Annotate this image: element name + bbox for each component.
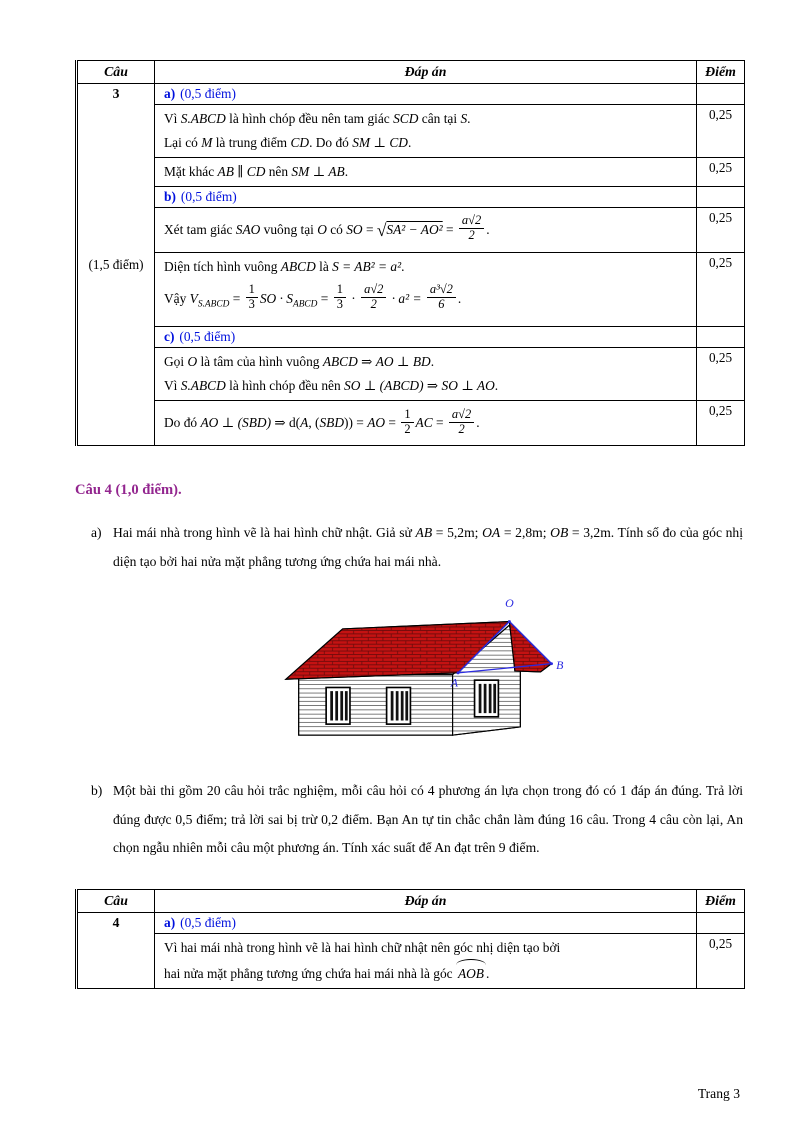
fraction: $\frac{1}{3}$: [332, 283, 348, 312]
page-number: Trang 3: [697, 1086, 740, 1101]
fraction: $\frac{a√2}{2}$: [457, 214, 486, 243]
score-cell: 0,25: [697, 933, 745, 988]
answer-cell: [155, 158, 697, 187]
question-number: 3: [112, 86, 120, 101]
answer-row: [77, 208, 745, 253]
answer-row: [77, 158, 745, 187]
score-cell: 0,25: [697, 105, 745, 158]
answer-cell: [155, 401, 697, 446]
point-label-o: O: [505, 596, 514, 611]
point-label-a: A: [450, 675, 459, 690]
answer-row: [77, 348, 745, 401]
question-4-title: Câu 4 (1,0 điểm).: [75, 482, 182, 499]
question-cell: [77, 912, 155, 988]
answer-table-question-3: [75, 60, 745, 446]
question-4-item-a: [91, 519, 743, 576]
answer-cell: [155, 933, 697, 988]
item-marker: a): [91, 525, 102, 541]
fraction: $\frac{a√2}{2}$: [447, 408, 476, 437]
column-header-dapan: Đáp án: [155, 61, 697, 84]
answer-line: Vì S.ABCD là hình chóp đều nên tam giác SCD cân tại S.: [164, 111, 471, 126]
window: [387, 688, 411, 725]
answer-line: Mặt khác AB ∥ CD nên SM ⊥ AB.: [164, 164, 349, 179]
answer-line: Lại có M là trung điểm CD. Do đó SM ⊥ CD.: [164, 135, 412, 150]
answer-line: Diện tích hình vuông ABCD là S = AB² = a².: [164, 259, 405, 274]
widehat-angle: AOB: [456, 960, 486, 986]
table-header-row: [77, 889, 745, 912]
fraction: $\frac{\text{a³√2}}{6}$: [425, 283, 458, 312]
part-a-row: [77, 912, 745, 933]
score-cell: 0,25: [697, 158, 745, 187]
part-b-label: b) (0,5 điểm): [155, 187, 697, 208]
column-header-diem: Điểm: [697, 889, 745, 912]
score-cell: 0,25: [697, 253, 745, 327]
answer-row: [77, 253, 745, 327]
answer-cell: [155, 105, 697, 158]
window: [475, 680, 499, 717]
house-front-wall: [299, 675, 453, 735]
answer-table-question-4: [75, 889, 745, 989]
house-figure: [284, 592, 568, 755]
part-c-row: [77, 327, 745, 348]
score-cell: [697, 327, 745, 348]
fraction: $\frac{1}{3}$: [244, 283, 260, 312]
part-c-label: c) (0,5 điểm): [155, 327, 697, 348]
answer-cell: [155, 208, 697, 253]
part-a-label: a) (0,5 điểm): [155, 84, 697, 105]
score-cell: 0,25: [697, 208, 745, 253]
column-header-dapan: Đáp án: [155, 889, 697, 912]
answer-line: Gọi O là tâm của hình vuông ABCD ⇒ AO ⊥ BD.: [164, 354, 435, 370]
sqrt-sign: √: [376, 220, 387, 240]
score-cell: [697, 912, 745, 933]
item-marker: b): [91, 783, 103, 799]
column-header-diem: Điểm: [697, 61, 745, 84]
answer-line: Vì S.ABCD là hình chóp đều nên SO ⊥ (ABCD) ⇒ SO ⊥ AO.: [164, 378, 499, 394]
answer-line: hai nửa mặt phẳng tương ứng chứa hai mái nhà là góc AOB .: [164, 960, 687, 986]
answer-line: Xét tam giác SAO vuông tại O có SO = √SA² − AO² = $\frac{a√2}{2}$ .: [164, 213, 490, 243]
house-drawing: [284, 592, 568, 750]
window: [326, 688, 350, 725]
answer-line: Do đó AO ⊥ (SBD) ⇒ d(A, (SBD)) = AO = $\frac{1}{2}$ AC = $\frac{a√2}{2}$ .: [164, 406, 480, 436]
column-header-cau: Câu: [77, 889, 155, 912]
radicand: SA² − AO²: [386, 222, 443, 237]
score-cell: 0,25: [697, 348, 745, 401]
question-cell: [77, 84, 155, 446]
question-points: (1,5 điểm): [88, 256, 144, 272]
score-cell: 0,25: [697, 401, 745, 446]
table-header-row: [77, 61, 745, 84]
question-number: 4: [112, 914, 120, 930]
part-b-row: [77, 187, 745, 208]
answer-line: Vậy $V_{S.ABCD}$ = $\frac{1}{3}$ SO · $S_{ABCD}$ = $\frac{1}{3}$ · $\frac{a√2}{2}$ · a² = $\frac{\text{a³√2}}{6}$ .: [164, 282, 462, 312]
answer-cell: [155, 253, 697, 327]
answer-cell: [155, 348, 697, 401]
item-text: Hai mái nhà trong hình vẽ là hai hình chữ nhật. Giả sử AB = 5,2m; OA = 2,8m; OB = 3,2m. Tính số đo của góc nhị diện tạo bởi hai nửa mặt phẳng tương ứng chứa hai mái nhà.: [113, 525, 743, 569]
score-cell: [697, 84, 745, 105]
answer-row: [77, 105, 745, 158]
part-a-label: a) (0,5 điểm): [155, 912, 697, 933]
answer-line: Vì hai mái nhà trong hình vẽ là hai hình chữ nhật nên góc nhị diện tạo bởi: [164, 939, 561, 955]
point-label-b: B: [556, 658, 564, 673]
score-cell: [697, 187, 745, 208]
question-4-item-b: [91, 777, 743, 863]
fraction: $\frac{a√2}{2}$: [359, 283, 388, 312]
fraction: $\frac{1}{2}$: [399, 408, 415, 437]
answer-row: [77, 933, 745, 988]
part-a-row: [77, 84, 745, 105]
column-header-cau: Câu: [77, 61, 155, 84]
answer-row: [77, 401, 745, 446]
item-text: Một bài thi gồm 20 câu hỏi trắc nghiệm, mỗi câu hỏi có 4 phương án lựa chọn trong đó có 1 đáp án đúng. Trả lời đúng được 0,5 điểm; trả lời sai bị trừ 0,2 điểm. Bạn An tự tin chắc chắn làm đúng 16 câu. Trong 4 câu còn lại, An chọn ngẫu nhiên mỗi câu một phương án. Tính xác suất để An đạt trên 9 điểm.: [113, 783, 743, 856]
